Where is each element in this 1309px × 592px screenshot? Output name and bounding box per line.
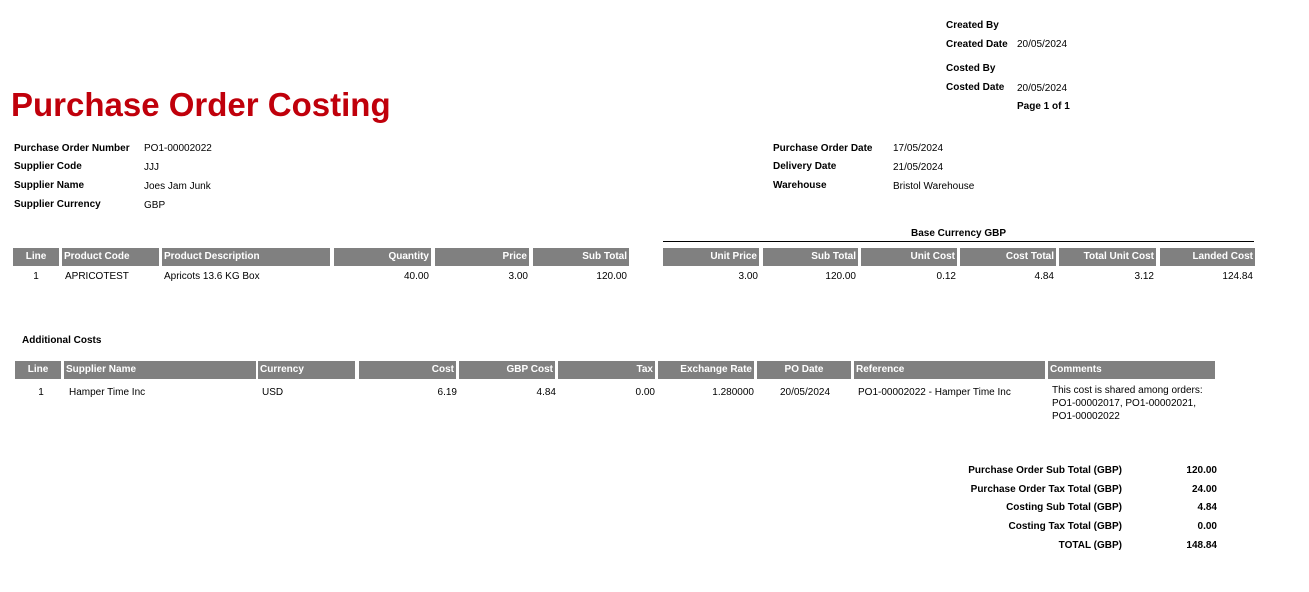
unit-cost: 0.12 <box>936 271 956 282</box>
col-product-description: Product Description <box>162 248 330 266</box>
po-date-label: Purchase Order Date <box>773 143 873 154</box>
product-description: Apricots 13.6 KG Box <box>164 271 260 282</box>
delivery-date-value: 21/05/2024 <box>893 162 944 173</box>
ac-exchange-rate: 1.280000 <box>712 387 754 398</box>
col-total-unit-cost: Total Unit Cost <box>1059 248 1156 266</box>
ac-line-number: 1 <box>38 387 44 398</box>
col-landed-cost: Landed Cost <box>1160 248 1255 266</box>
total-unit-cost: 3.12 <box>1134 271 1154 282</box>
ac-col-currency: Currency <box>258 361 355 379</box>
ac-col-po-date: PO Date <box>757 361 851 379</box>
ac-col-cost: Cost <box>359 361 456 379</box>
po-number-label: Purchase Order Number <box>14 143 130 154</box>
product-code: APRICOTEST <box>65 271 129 282</box>
ac-gbp-cost: 4.84 <box>536 387 556 398</box>
ac-col-supplier-name: Supplier Name <box>64 361 256 379</box>
costing-tax-total-label: Costing Tax Total (GBP) <box>1008 521 1122 532</box>
col-line: Line <box>13 248 59 266</box>
ac-currency: USD <box>262 387 284 398</box>
col-sub-total: Sub Total <box>533 248 629 266</box>
po-date-value: 17/05/2024 <box>893 143 944 154</box>
created-by-label: Created By <box>946 20 999 31</box>
line-number: 1 <box>33 271 39 282</box>
cost-total: 4.84 <box>1034 271 1054 282</box>
quantity: 40.00 <box>403 271 429 282</box>
created-date-label: Created Date <box>946 39 1008 50</box>
col-unit-cost: Unit Cost <box>861 248 957 266</box>
ac-col-gbp-cost: GBP Cost <box>459 361 555 379</box>
page-number: Page 1 of 1 <box>1017 101 1070 112</box>
col-base-sub-total: Sub Total <box>763 248 858 266</box>
price: 3.00 <box>508 271 528 282</box>
po-sub-total-value: 120.00 <box>1186 465 1217 476</box>
ac-cost: 6.19 <box>437 387 457 398</box>
col-base-unit-price: Unit Price <box>663 248 759 266</box>
po-tax-total-value: 24.00 <box>1191 484 1217 495</box>
ac-supplier-name: Hamper Time Inc <box>69 387 146 398</box>
landed-cost: 124.84 <box>1222 271 1253 282</box>
col-product-code: Product Code <box>62 248 159 266</box>
additional-costs-title: Additional Costs <box>22 335 102 346</box>
costing-tax-total-value: 0.00 <box>1197 521 1217 532</box>
grand-total-label: TOTAL (GBP) <box>1058 540 1122 551</box>
ac-po-date: 20/05/2024 <box>779 387 831 398</box>
costed-date-value: 20/05/2024 <box>1017 83 1068 94</box>
supplier-name-value: Joes Jam Junk <box>144 181 211 192</box>
ac-col-reference: Reference <box>854 361 1045 379</box>
col-quantity: Quantity <box>334 248 431 266</box>
costing-sub-total-value: 4.84 <box>1197 502 1217 513</box>
supplier-name-label: Supplier Name <box>14 180 85 191</box>
po-number-value: PO1-00002022 <box>144 143 212 154</box>
ac-col-comments: Comments <box>1048 361 1215 379</box>
col-cost-total: Cost Total <box>960 248 1056 266</box>
costed-date-label: Costed Date <box>946 82 1005 93</box>
ac-comment-line-3: PO1-00002022 <box>1052 411 1120 422</box>
grand-total-value: 148.84 <box>1186 540 1217 551</box>
base-sub-total: 120.00 <box>825 271 856 282</box>
ac-tax: 0.00 <box>635 387 655 398</box>
page-title: Purchase Order Costing <box>11 86 391 123</box>
supplier-currency-value: GBP <box>144 200 166 211</box>
po-sub-total-label: Purchase Order Sub Total (GBP) <box>968 465 1122 476</box>
supplier-code-label: Supplier Code <box>14 161 82 172</box>
ac-comment-line-2: PO1-00002017, PO1-00002021, <box>1052 398 1196 409</box>
ac-col-exchange-rate: Exchange Rate <box>658 361 754 379</box>
ac-comment-line-1: This cost is shared among orders: <box>1052 385 1203 396</box>
po-tax-total-label: Purchase Order Tax Total (GBP) <box>970 484 1122 495</box>
supplier-code-value: JJJ <box>144 162 159 173</box>
base-currency-label: Base Currency GBP <box>911 228 1007 239</box>
delivery-date-label: Delivery Date <box>773 161 837 172</box>
ac-col-tax: Tax <box>558 361 655 379</box>
ac-reference: PO1-00002022 - Hamper Time Inc <box>858 387 1011 398</box>
costed-by-label: Costed By <box>946 63 996 74</box>
created-date-value: 20/05/2024 <box>1017 39 1068 50</box>
warehouse-label: Warehouse <box>773 180 827 191</box>
supplier-currency-label: Supplier Currency <box>14 199 101 210</box>
base-unit-price: 3.00 <box>738 271 758 282</box>
costing-sub-total-label: Costing Sub Total (GBP) <box>1006 502 1122 513</box>
warehouse-value: Bristol Warehouse <box>893 181 975 192</box>
sub-total: 120.00 <box>596 271 627 282</box>
ac-col-line: Line <box>15 361 61 379</box>
col-price: Price <box>435 248 529 266</box>
base-currency-rule <box>663 241 1254 242</box>
